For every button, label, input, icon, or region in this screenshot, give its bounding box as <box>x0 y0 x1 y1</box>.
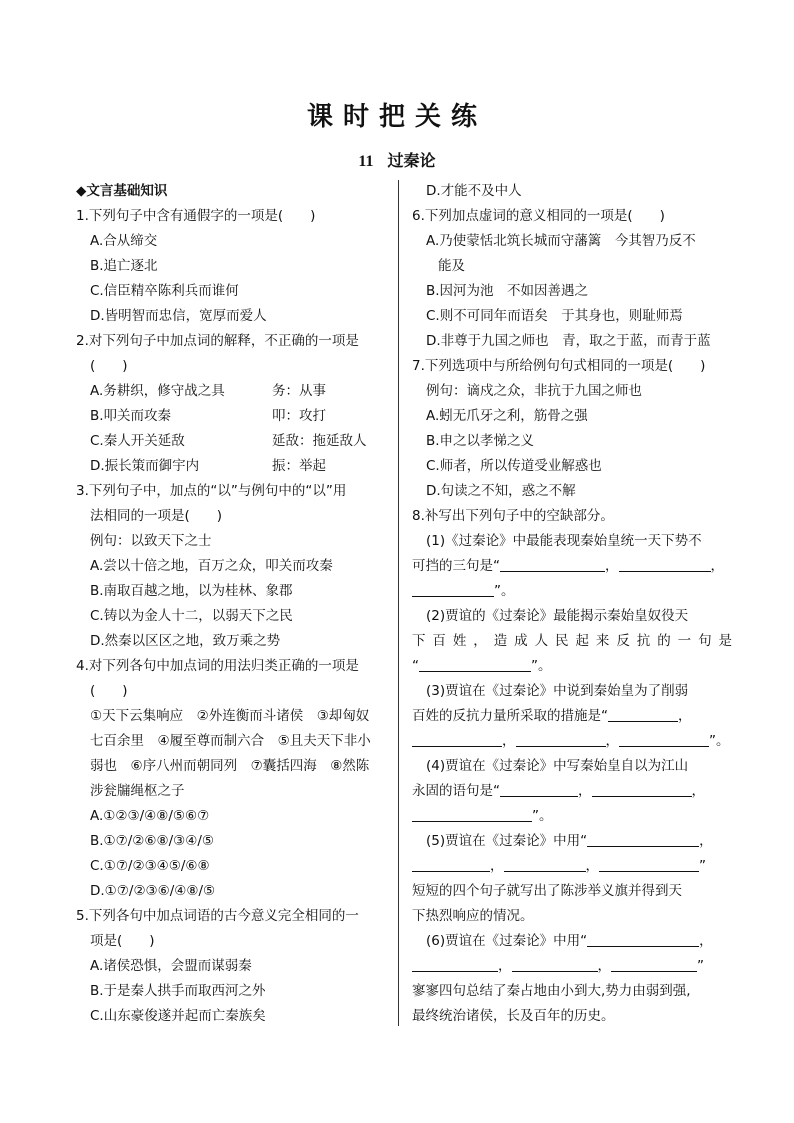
blank-input[interactable] <box>608 705 678 722</box>
blank-input[interactable] <box>412 580 494 597</box>
q8-p5-line4: 下热烈响应的情况。 <box>412 908 534 924</box>
q4-option-d: D.①⑦/②③⑥/④⑧/⑤ <box>90 883 216 899</box>
q8-p6-line3: 寥寥四句总结了秦占地由小到大,势力由弱到强, <box>412 983 691 999</box>
blank-input[interactable] <box>619 730 709 747</box>
blank-input[interactable] <box>516 730 606 747</box>
q8-p4-line2 <box>412 779 732 804</box>
q4-items-line3: 弱也 ⑥序八州而朝同列 ⑦囊括四海 ⑧然陈 <box>90 758 370 774</box>
comma: ， <box>691 783 705 799</box>
blank-input[interactable] <box>412 955 498 972</box>
section-heading: ◆文言基础知识 <box>76 183 168 199</box>
q2-option-c <box>76 429 386 454</box>
q3-option-b: B.南取百越之地，以为桂林、象郡 <box>90 583 293 599</box>
blank-input[interactable] <box>412 805 532 822</box>
comma: ， <box>490 858 504 874</box>
q8-p2-line2: 下百姓，造成人民起来反抗的一句是 <box>412 633 732 649</box>
comma: ， <box>699 933 713 949</box>
q1-option-b: B.追亡逐北 <box>90 258 158 274</box>
q1-stem: 1.下列句子中含有通假字的一项是( ) <box>76 208 316 224</box>
q5-option-a: A.诸侯恐惧，会盟而谋弱秦 <box>90 958 252 974</box>
q8-p2-line1: (2)贾谊的《过秦论》最能揭示秦始皇奴役天 <box>426 608 689 624</box>
open-quote: “ <box>412 658 419 674</box>
q2-option-b-text: B.叩关而攻秦 <box>90 408 172 424</box>
comma: ， <box>699 833 713 849</box>
q8-p6-line4: 最终统治诸侯，长及百年的历史。 <box>412 1008 615 1024</box>
q4-option-c: C.①⑦/②③④⑤/⑥⑧ <box>90 858 210 874</box>
blank-input[interactable] <box>587 930 699 947</box>
q8-p5-line1 <box>412 829 732 854</box>
q2-option-a <box>76 379 386 404</box>
column-divider <box>398 180 399 1026</box>
q4-stem-cont: ( ) <box>90 683 128 699</box>
q6-option-a-cont: 能及 <box>438 258 465 274</box>
q7-example: 例句：谪戍之众，非抗于九国之师也 <box>426 383 642 399</box>
q2-stem: 2.对下列句子中加点词的解释，不正确的一项是 <box>76 333 359 349</box>
q1-option-a: A.合从缔交 <box>90 233 158 249</box>
q7-option-d: D.句读之不知，惑之不解 <box>426 483 576 499</box>
q7-stem: 7.下列选项中与所给例句句式相同的一项是( ) <box>412 358 706 374</box>
close-quote: ” <box>697 958 704 974</box>
comma: ， <box>605 733 619 749</box>
q2-option-a-text: A.务耕织，修守战之具 <box>90 383 225 399</box>
close-quote: ”。 <box>494 583 515 599</box>
q2-option-b <box>76 404 386 429</box>
close-quote: ”。 <box>531 658 552 674</box>
q8-p6-line2 <box>412 954 732 979</box>
q4-items-line4: 涉瓮牖绳枢之子 <box>90 783 185 799</box>
page-title: 课时把关练 <box>306 102 487 132</box>
close-quote: ”。 <box>709 733 730 749</box>
q8-p1-line3 <box>412 579 732 604</box>
blank-input[interactable] <box>592 780 692 797</box>
blank-input[interactable] <box>419 655 531 672</box>
q1-option-d: D.皆明智而忠信，宽厚而爱人 <box>90 308 267 324</box>
q8-p5-lead: (5)贾谊在《过秦论》中用“ <box>426 833 588 849</box>
q8-p4-line3 <box>412 804 732 829</box>
q4-stem: 4.对下列各句中加点词的用法归类正确的一项是 <box>76 658 359 674</box>
q8-p1-lead: 可挡的三句是“ <box>412 558 500 574</box>
blank-input[interactable] <box>599 855 699 872</box>
q2-option-a-note: 务：从事 <box>272 383 326 399</box>
q7-option-a: A.蚓无爪牙之利，筋骨之强 <box>426 408 588 424</box>
q6-option-a: A.乃使蒙恬北筑长城而守藩篱 今其智乃反不 <box>426 233 696 249</box>
q4-items-line2: 七百余里 ④履至尊而制六合 ⑤且夫天下非小 <box>90 733 371 749</box>
q5-stem-cont: 项是( ) <box>90 933 155 949</box>
comma: ， <box>605 558 619 574</box>
blank-input[interactable] <box>500 555 605 572</box>
q8-p1-line1: (1)《过秦论》中最能表现秦始皇统一天下势不 <box>426 533 702 549</box>
q5-option-d: D.才能不及中人 <box>426 183 522 199</box>
q6-option-c: C.则不可同年而语矣 于其身也，则耻师焉 <box>426 308 683 324</box>
left-column <box>76 179 386 1029</box>
q8-p5-line3: 短短的四个句子就写出了陈涉举义旗并得到天 <box>412 883 682 899</box>
comma: ， <box>585 858 599 874</box>
q6-option-b: B.因河为池 不如因善遇之 <box>426 283 589 299</box>
blank-input[interactable] <box>619 555 711 572</box>
comma: ， <box>710 558 724 574</box>
lesson-number: 11 <box>358 153 374 170</box>
q8-p3-line3 <box>412 729 732 754</box>
q8-p1-line2 <box>412 554 732 579</box>
blank-input[interactable] <box>500 780 578 797</box>
q2-option-b-note: 叩：攻打 <box>272 408 326 424</box>
q2-option-d-text: D.振长策而御宇内 <box>90 458 200 474</box>
lesson-title: 过秦论 <box>387 151 436 170</box>
comma: ， <box>578 783 592 799</box>
q8-p3-line1: (3)贾谊在《过秦论》中说到秦始皇为了削弱 <box>426 683 689 699</box>
q5-option-b: B.于是秦人拱手而取西河之外 <box>90 983 266 999</box>
q3-option-a: A.尝以十倍之地，百万之众，叩关而攻秦 <box>90 558 333 574</box>
comma: ， <box>498 958 512 974</box>
q8-p2-line3 <box>412 654 732 679</box>
q2-stem-cont: ( ) <box>90 358 128 374</box>
q7-option-c: C.师者，所以传道受业解惑也 <box>426 458 602 474</box>
lesson-heading <box>0 148 794 171</box>
q8-p6-lead: (6)贾谊在《过秦论》中用“ <box>426 933 588 949</box>
right-column <box>412 179 732 1029</box>
blank-input[interactable] <box>412 730 502 747</box>
q8-p6-line1 <box>412 929 732 954</box>
comma: ， <box>597 958 611 974</box>
q6-stem: 6.下列加点虚词的意义相同的一项是( ) <box>412 208 665 224</box>
comma: ， <box>678 708 692 724</box>
q3-example: 例句：以致天下之士 <box>90 533 212 549</box>
q4-option-b: B.①⑦/②⑥⑧/③④/⑤ <box>90 833 215 849</box>
q8-stem: 8.补写出下列句子中的空缺部分。 <box>412 508 614 524</box>
q8-p4-line1: (4)贾谊在《过秦论》中写秦始皇自以为江山 <box>426 758 689 774</box>
q2-option-d-note: 振：举起 <box>272 458 326 474</box>
blank-input[interactable] <box>611 955 697 972</box>
close-quote: ”。 <box>532 808 553 824</box>
q2-option-c-note: 延敌：拖延敌人 <box>272 433 367 449</box>
q8-p5-line2 <box>412 854 732 879</box>
q5-option-c: C.山东豪俊遂并起而亡秦族矣 <box>90 1008 266 1024</box>
q4-option-a: A.①②③/④⑧/⑤⑥⑦ <box>90 808 210 824</box>
close-quote: ” <box>699 858 706 874</box>
blank-input[interactable] <box>587 830 699 847</box>
q1-option-c: C.信臣精卒陈利兵而谁何 <box>90 283 239 299</box>
q6-option-d: D.非尊于九国之师也 青，取之于蓝，而青于蓝 <box>426 333 711 349</box>
q3-option-c: C.铸以为金人十二，以弱天下之民 <box>90 608 293 624</box>
q2-option-c-text: C.秦人开关延敌 <box>90 433 185 449</box>
q5-stem: 5.下列各句中加点词语的古今意义完全相同的一 <box>76 908 359 924</box>
q7-option-b: B.申之以孝悌之义 <box>426 433 535 449</box>
q3-option-d: D.然秦以区区之地，致万乘之势 <box>90 633 281 649</box>
q2-option-d <box>76 454 386 479</box>
q8-p4-lead: 永固的语句是“ <box>412 783 500 799</box>
q4-items-line1: ①天下云集响应 ②外连衡而斗诸侯 ③却匈奴 <box>90 708 370 724</box>
q3-stem-cont: 法相同的一项是( ) <box>90 508 223 524</box>
blank-input[interactable] <box>412 855 490 872</box>
q3-stem: 3.下列句子中，加点的“以”与例句中的“以”用 <box>76 483 347 499</box>
blank-input[interactable] <box>512 955 598 972</box>
comma: ， <box>502 733 516 749</box>
blank-input[interactable] <box>504 855 586 872</box>
q8-p3-line2 <box>412 704 732 729</box>
q8-p3-lead: 百姓的反抗力量所采取的措施是“ <box>412 708 608 724</box>
